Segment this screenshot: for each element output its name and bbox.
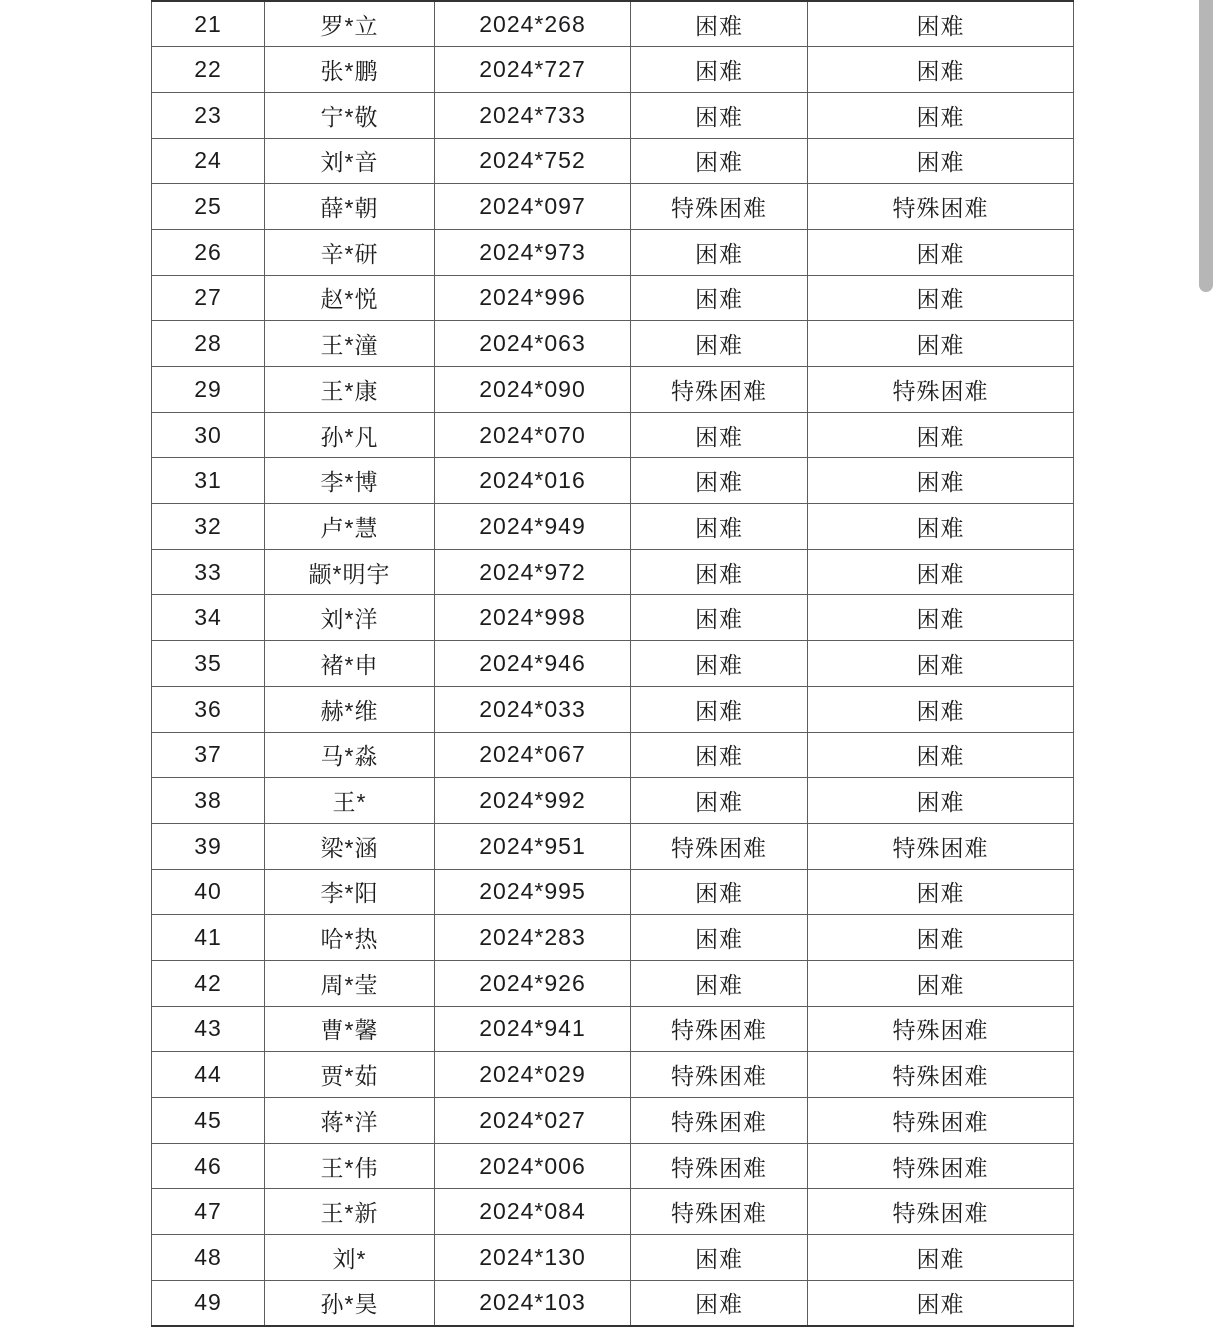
name-cell: 贾*茹 — [265, 1052, 435, 1098]
status-cell-1: 特殊困难 — [631, 1098, 808, 1144]
table-row — [152, 1143, 1074, 1189]
row-index-cell: 44 — [152, 1052, 265, 1098]
table-row — [152, 686, 1074, 732]
id-number-cell: 2024*752 — [435, 138, 631, 184]
id-number-cell: 2024*097 — [435, 184, 631, 230]
id-number-cell: 2024*998 — [435, 595, 631, 641]
status-cell-2: 特殊困难 — [808, 184, 1074, 230]
id-number-cell: 2024*268 — [435, 1, 631, 47]
status-cell-1: 困难 — [631, 778, 808, 824]
name-cell: 孙*凡 — [265, 412, 435, 458]
table-row — [152, 1235, 1074, 1281]
status-cell-1: 困难 — [631, 1, 808, 47]
name-cell: 孙*昊 — [265, 1280, 435, 1326]
table-row — [152, 1052, 1074, 1098]
table-row — [152, 823, 1074, 869]
table-row — [152, 92, 1074, 138]
name-cell: 王*潼 — [265, 321, 435, 367]
row-index-cell: 41 — [152, 915, 265, 961]
row-index-cell: 21 — [152, 1, 265, 47]
table-row — [152, 960, 1074, 1006]
row-index-cell: 40 — [152, 869, 265, 915]
row-index-cell: 39 — [152, 823, 265, 869]
row-index-cell: 33 — [152, 549, 265, 595]
status-cell-2: 特殊困难 — [808, 367, 1074, 413]
status-cell-2: 特殊困难 — [808, 1098, 1074, 1144]
id-number-cell: 2024*027 — [435, 1098, 631, 1144]
status-cell-2: 困难 — [808, 47, 1074, 93]
id-number-cell: 2024*006 — [435, 1143, 631, 1189]
table-row — [152, 1189, 1074, 1235]
name-cell: 哈*热 — [265, 915, 435, 961]
id-number-cell: 2024*941 — [435, 1006, 631, 1052]
status-cell-2: 特殊困难 — [808, 1189, 1074, 1235]
row-index-cell: 42 — [152, 960, 265, 1006]
row-index-cell: 22 — [152, 47, 265, 93]
id-number-cell: 2024*033 — [435, 686, 631, 732]
id-number-cell: 2024*090 — [435, 367, 631, 413]
table-row — [152, 778, 1074, 824]
name-cell: 李*博 — [265, 458, 435, 504]
id-number-cell: 2024*063 — [435, 321, 631, 367]
row-index-cell: 43 — [152, 1006, 265, 1052]
name-cell: 蒋*洋 — [265, 1098, 435, 1144]
status-cell-1: 困难 — [631, 138, 808, 184]
status-cell-2: 困难 — [808, 778, 1074, 824]
status-cell-2: 特殊困难 — [808, 1006, 1074, 1052]
table-row — [152, 641, 1074, 687]
table-row — [152, 1280, 1074, 1326]
name-cell: 薛*朝 — [265, 184, 435, 230]
status-cell-2: 困难 — [808, 595, 1074, 641]
name-cell: 刘*洋 — [265, 595, 435, 641]
status-cell-2: 困难 — [808, 92, 1074, 138]
status-cell-2: 特殊困难 — [808, 1143, 1074, 1189]
row-index-cell: 36 — [152, 686, 265, 732]
row-index-cell: 45 — [152, 1098, 265, 1144]
status-cell-2: 困难 — [808, 138, 1074, 184]
id-number-cell: 2024*016 — [435, 458, 631, 504]
id-number-cell: 2024*973 — [435, 229, 631, 275]
row-index-cell: 38 — [152, 778, 265, 824]
name-cell: 李*阳 — [265, 869, 435, 915]
id-number-cell: 2024*084 — [435, 1189, 631, 1235]
row-index-cell: 28 — [152, 321, 265, 367]
status-cell-2: 困难 — [808, 641, 1074, 687]
status-cell-1: 特殊困难 — [631, 1006, 808, 1052]
status-cell-2: 特殊困难 — [808, 1052, 1074, 1098]
status-cell-2: 困难 — [808, 412, 1074, 458]
status-cell-1: 困难 — [631, 549, 808, 595]
table-row — [152, 412, 1074, 458]
row-index-cell: 23 — [152, 92, 265, 138]
name-cell: 马*淼 — [265, 732, 435, 778]
status-cell-1: 困难 — [631, 960, 808, 1006]
aid-list-table — [151, 0, 1074, 1327]
table-row — [152, 458, 1074, 504]
status-cell-2: 困难 — [808, 458, 1074, 504]
status-cell-2: 困难 — [808, 869, 1074, 915]
id-number-cell: 2024*996 — [435, 275, 631, 321]
id-number-cell: 2024*283 — [435, 915, 631, 961]
table-row — [152, 504, 1074, 550]
table-row — [152, 1006, 1074, 1052]
status-cell-2: 困难 — [808, 1280, 1074, 1326]
name-cell: 辛*研 — [265, 229, 435, 275]
name-cell: 王*伟 — [265, 1143, 435, 1189]
table-row — [152, 47, 1074, 93]
status-cell-1: 困难 — [631, 412, 808, 458]
row-index-cell: 47 — [152, 1189, 265, 1235]
name-cell: 王*新 — [265, 1189, 435, 1235]
status-cell-1: 困难 — [631, 1280, 808, 1326]
row-index-cell: 49 — [152, 1280, 265, 1326]
name-cell: 曹*馨 — [265, 1006, 435, 1052]
id-number-cell: 2024*733 — [435, 92, 631, 138]
name-cell: 卢*慧 — [265, 504, 435, 550]
row-index-cell: 25 — [152, 184, 265, 230]
table-row — [152, 1098, 1074, 1144]
id-number-cell: 2024*926 — [435, 960, 631, 1006]
status-cell-2: 困难 — [808, 960, 1074, 1006]
name-cell: 褚*申 — [265, 641, 435, 687]
name-cell: 刘* — [265, 1235, 435, 1281]
table-row — [152, 869, 1074, 915]
id-number-cell: 2024*946 — [435, 641, 631, 687]
status-cell-1: 困难 — [631, 641, 808, 687]
name-cell: 周*莹 — [265, 960, 435, 1006]
status-cell-1: 困难 — [631, 47, 808, 93]
table-row — [152, 595, 1074, 641]
id-number-cell: 2024*995 — [435, 869, 631, 915]
table-row — [152, 184, 1074, 230]
table-row — [152, 732, 1074, 778]
status-cell-1: 困难 — [631, 869, 808, 915]
scrollbar-thumb[interactable] — [1199, 0, 1213, 292]
id-number-cell: 2024*103 — [435, 1280, 631, 1326]
row-index-cell: 37 — [152, 732, 265, 778]
status-cell-1: 特殊困难 — [631, 1189, 808, 1235]
status-cell-1: 困难 — [631, 229, 808, 275]
id-number-cell: 2024*070 — [435, 412, 631, 458]
status-cell-1: 特殊困难 — [631, 1143, 808, 1189]
name-cell: 赫*维 — [265, 686, 435, 732]
row-index-cell: 30 — [152, 412, 265, 458]
status-cell-2: 困难 — [808, 321, 1074, 367]
status-cell-1: 特殊困难 — [631, 823, 808, 869]
row-index-cell: 24 — [152, 138, 265, 184]
row-index-cell: 34 — [152, 595, 265, 641]
id-number-cell: 2024*949 — [435, 504, 631, 550]
name-cell: 梁*涵 — [265, 823, 435, 869]
row-index-cell: 27 — [152, 275, 265, 321]
row-index-cell: 48 — [152, 1235, 265, 1281]
id-number-cell: 2024*727 — [435, 47, 631, 93]
status-cell-1: 特殊困难 — [631, 184, 808, 230]
row-index-cell: 35 — [152, 641, 265, 687]
row-index-cell: 31 — [152, 458, 265, 504]
id-number-cell: 2024*992 — [435, 778, 631, 824]
table-row — [152, 229, 1074, 275]
status-cell-1: 困难 — [631, 92, 808, 138]
status-cell-1: 困难 — [631, 595, 808, 641]
id-number-cell: 2024*972 — [435, 549, 631, 595]
status-cell-1: 困难 — [631, 732, 808, 778]
name-cell: 王*康 — [265, 367, 435, 413]
status-cell-2: 困难 — [808, 915, 1074, 961]
status-cell-1: 困难 — [631, 321, 808, 367]
status-cell-1: 困难 — [631, 1235, 808, 1281]
row-index-cell: 26 — [152, 229, 265, 275]
status-cell-2: 困难 — [808, 732, 1074, 778]
status-cell-2: 困难 — [808, 1, 1074, 47]
status-cell-1: 困难 — [631, 275, 808, 321]
table-row — [152, 915, 1074, 961]
id-number-cell: 2024*067 — [435, 732, 631, 778]
status-cell-1: 困难 — [631, 504, 808, 550]
table-row — [152, 549, 1074, 595]
id-number-cell: 2024*951 — [435, 823, 631, 869]
status-cell-2: 困难 — [808, 686, 1074, 732]
table-row — [152, 1, 1074, 47]
table-row — [152, 321, 1074, 367]
row-index-cell: 32 — [152, 504, 265, 550]
status-cell-1: 困难 — [631, 458, 808, 504]
table-body — [152, 1, 1074, 1326]
name-cell: 王* — [265, 778, 435, 824]
status-cell-2: 困难 — [808, 229, 1074, 275]
table-row — [152, 138, 1074, 184]
name-cell: 宁*敬 — [265, 92, 435, 138]
id-number-cell: 2024*029 — [435, 1052, 631, 1098]
status-cell-2: 特殊困难 — [808, 823, 1074, 869]
status-cell-1: 特殊困难 — [631, 367, 808, 413]
name-cell: 颛*明宇 — [265, 549, 435, 595]
id-number-cell: 2024*130 — [435, 1235, 631, 1281]
name-cell: 刘*音 — [265, 138, 435, 184]
status-cell-1: 困难 — [631, 686, 808, 732]
row-index-cell: 46 — [152, 1143, 265, 1189]
status-cell-2: 困难 — [808, 275, 1074, 321]
status-cell-1: 特殊困难 — [631, 1052, 808, 1098]
table-row — [152, 275, 1074, 321]
status-cell-1: 困难 — [631, 915, 808, 961]
row-index-cell: 29 — [152, 367, 265, 413]
name-cell: 罗*立 — [265, 1, 435, 47]
status-cell-2: 困难 — [808, 504, 1074, 550]
table-row — [152, 367, 1074, 413]
name-cell: 张*鹏 — [265, 47, 435, 93]
status-cell-2: 困难 — [808, 549, 1074, 595]
name-cell: 赵*悦 — [265, 275, 435, 321]
status-cell-2: 困难 — [808, 1235, 1074, 1281]
